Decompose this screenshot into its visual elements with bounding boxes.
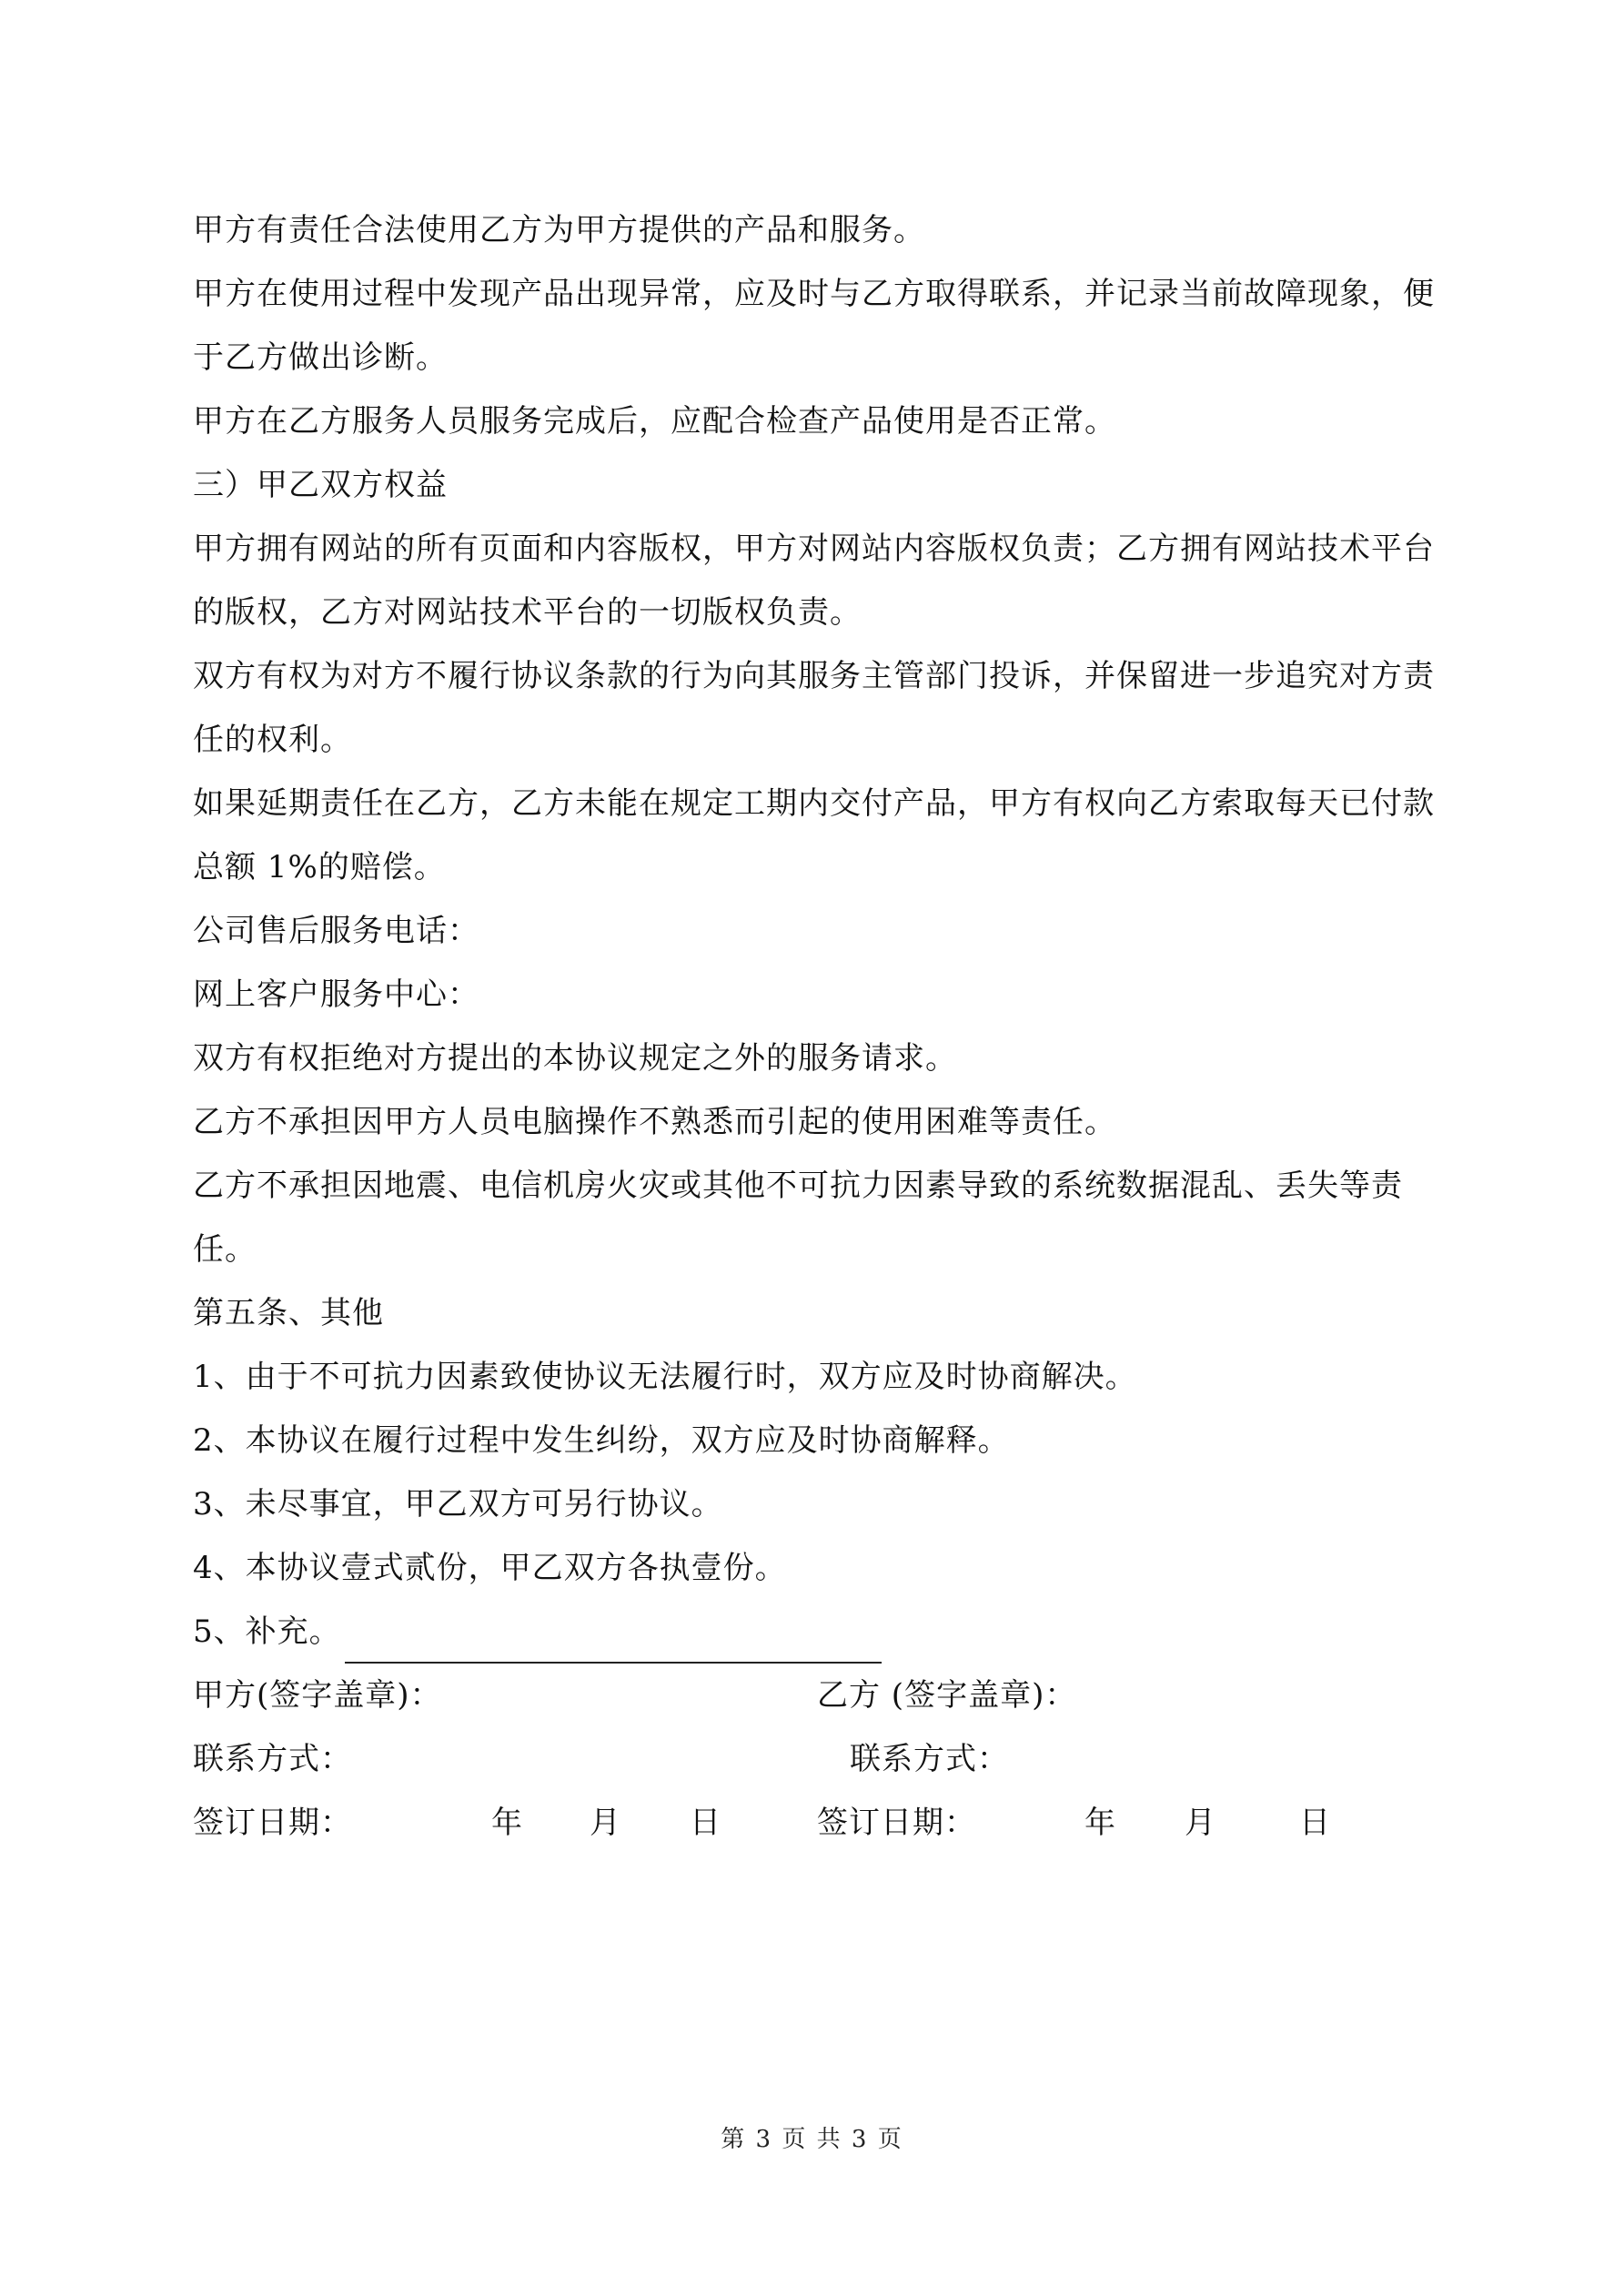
section-heading-rights: 三）甲乙双方权益	[193, 467, 448, 503]
party-a-date-year: 年	[491, 1805, 523, 1841]
paragraph-2: 甲方在使用过程中发现产品出现异常，应及时与乙方取得联系，并记录当前故障现象，便于乙方做出诊断。	[193, 276, 1435, 376]
contact-row	[193, 1727, 1448, 1791]
paragraph-delay: 如果延期责任在乙方，乙方未能在规定工期内交付产品，甲方有权向乙方索取每天已付款总额 1%的赔偿。	[193, 785, 1435, 885]
paragraph-refuse: 双方有权拒绝对方提出的本协议规定之外的服务请求。	[193, 1040, 957, 1077]
party-b-date-label: 签订日期：	[817, 1805, 976, 1841]
party-b-contact-label: 联系方式：	[850, 1741, 1009, 1777]
date-row	[193, 1791, 1448, 1855]
supplement-blank-line	[345, 1622, 882, 1664]
signature-row	[193, 1664, 1448, 1727]
party-b-date-year: 年	[1084, 1805, 1116, 1841]
party-a-signature-label: 甲方(签字盖章)：	[193, 1677, 442, 1714]
paragraph-service-phone: 公司售后服务电话：	[193, 913, 479, 949]
party-a-date-day: 日	[690, 1805, 721, 1841]
clause-1: 1、由于不可抗力因素致使协议无法履行时，双方应及时协商解决。	[193, 1359, 1137, 1395]
party-a-date-label: 签订日期：	[193, 1805, 352, 1841]
section-heading-other: 第五条、其他	[193, 1295, 384, 1331]
clause-4: 4、本协议壹式贰份，甲乙双方各执壹份。	[193, 1550, 787, 1586]
paragraph-3: 甲方在乙方服务人员服务完成后，应配合检查产品使用是否正常。	[193, 403, 1116, 440]
paragraph-not-responsible-1: 乙方不承担因甲方人员电脑操作不熟悉而引起的使用困难等责任。	[193, 1104, 1116, 1140]
paragraph-online-center: 网上客户服务中心：	[193, 976, 479, 1013]
party-a-date-month: 月	[590, 1805, 621, 1841]
clause-3: 3、未尽事宜，甲乙双方可另行协议。	[193, 1486, 723, 1522]
supplement-label: 5、补充。	[193, 1613, 341, 1650]
clause-2: 2、本协议在履行过程中发生纠纷，双方应及时协商解释。	[193, 1422, 1010, 1459]
paragraph-copyright: 甲方拥有网站的所有页面和内容版权，甲方对网站内容版权负责；乙方拥有网站技术平台的版权，乙方对网站技术平台的一切版权负责。	[193, 531, 1435, 631]
party-b-date-day: 日	[1299, 1805, 1331, 1841]
paragraph-not-responsible-2: 乙方不承担因地震、电信机房火灾或其他不可抗力因素导致的系统数据混乱、丢失等责任。	[193, 1168, 1403, 1268]
document-body	[193, 198, 1448, 1855]
clause-5-supplement	[193, 1600, 1448, 1664]
party-b-date-month: 月	[1185, 1805, 1216, 1841]
party-b-signature-label: 乙方 (签字盖章)：	[817, 1677, 1077, 1714]
page-footer: 第 3 页 共 3 页	[721, 2126, 903, 2153]
paragraph-1: 甲方有责任合法使用乙方为甲方提供的产品和服务。	[193, 212, 925, 248]
party-a-contact-label: 联系方式：	[193, 1741, 352, 1777]
paragraph-complaint: 双方有权为对方不履行协议条款的行为向其服务主管部门投诉，并保留进一步追究对方责任的权利。	[193, 658, 1435, 758]
